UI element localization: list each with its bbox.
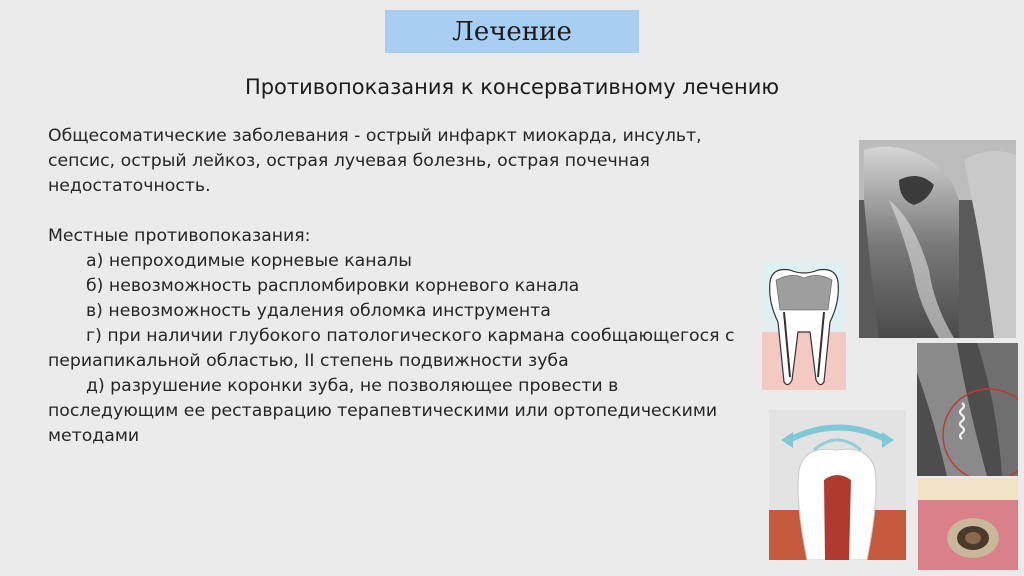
list-item: в) невозможность удаления обломка инструмента bbox=[86, 301, 551, 321]
local-contraindications-heading: Местные противопоказания: bbox=[48, 226, 311, 246]
xray-broken-instrument-image bbox=[917, 343, 1018, 476]
tooth-root-canal-diagram bbox=[762, 262, 846, 390]
list-item: г) при наличии глубокого патологического кармана сообщающегося с периапикальной областью, II степень подвижности зуба bbox=[48, 326, 735, 371]
destroyed-crown-photo bbox=[918, 478, 1018, 570]
list-item: б) невозможность распломбировки корневого канала bbox=[86, 276, 580, 296]
tooth-mobility-illustration bbox=[769, 410, 906, 560]
page-title bbox=[385, 10, 639, 53]
list-item: д) разрушение коронки зуба, не позволяющее провести в последующим ее реставрацию терапевтическими или ортопедическими методами bbox=[48, 376, 718, 446]
general-contraindications: Общесоматические заболевания - острый инфаркт миокарда, инсульт, сепсис, острый лейкоз, острая лучевая болезнь, острая почечная недостаточность. bbox=[48, 126, 702, 196]
page-title-text: Лечение bbox=[452, 16, 572, 47]
slide-subtitle: Противопоказания к консервативному лечению bbox=[244, 75, 780, 99]
slide-body bbox=[48, 124, 738, 449]
list-item: а) непроходимые корневые каналы bbox=[86, 251, 412, 271]
dental-xray-image bbox=[859, 140, 1016, 338]
